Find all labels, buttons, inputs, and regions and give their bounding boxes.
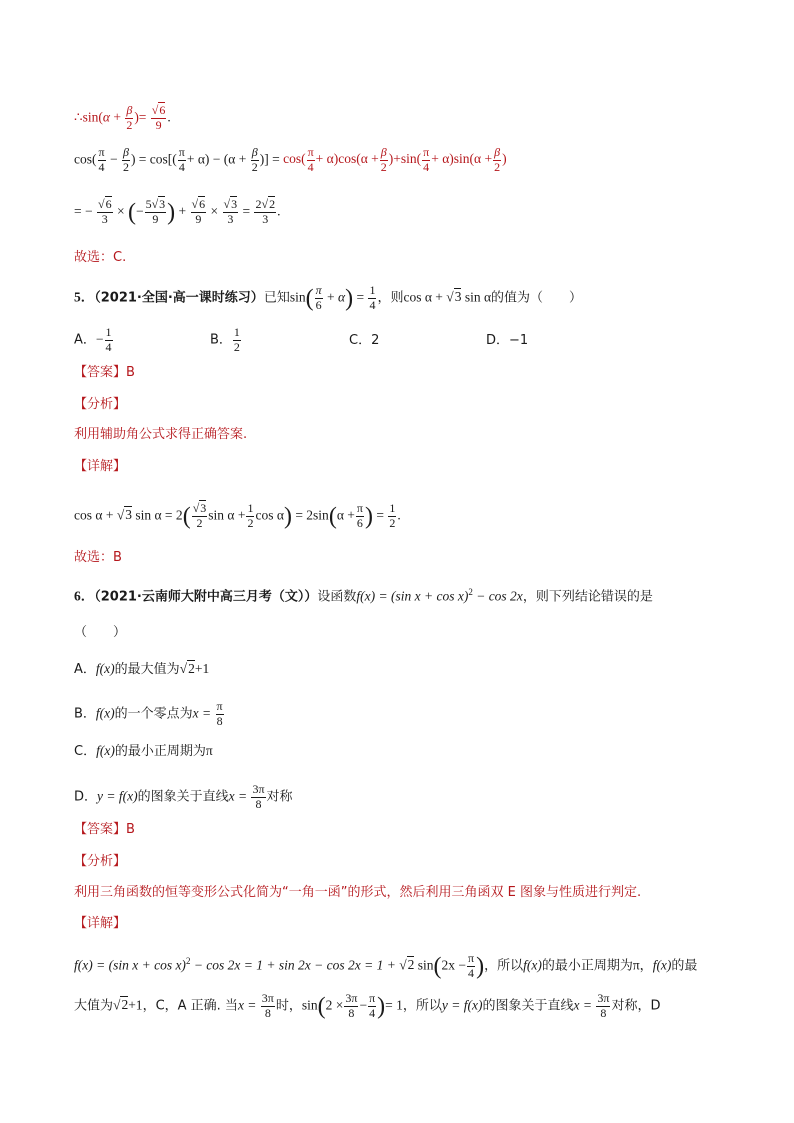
- option-6c: C．f(x)的最小正周期为π: [74, 743, 213, 759]
- detail-tag-6: 【详解】: [74, 916, 127, 931]
- step-cos-expansion: cos( $\frac{\pi}{4}$ − $\frac{\beta}{2}$ ) = cos[( $\frac{\pi}{4}$ + α) − (α + $\frac{\beta}{2}$ )] = cos( $\frac{\pi}{4}$ + α)cos(α + $\frac{\beta}{2}$ )+sin( $\frac{\pi}{4}$ + α)sin(α + $\frac{\beta}{2}$ ): [74, 145, 507, 174]
- option-5c: C．2: [349, 333, 380, 348]
- option-5b: B． $\frac{1}{2}$: [210, 325, 240, 354]
- analysis-text-6: 利用三角函数的恒等变形公式化简为“一角一函”的形式，然后利用三角函双 E 图象与性质进行判定.: [74, 885, 642, 900]
- question-6-paren: （ ）: [74, 625, 127, 640]
- detail-5-formula: cos α + √3 sin α = 2( $\frac{√3}{2}$ sin α + $\frac{1}{2}$ cos α) = 2sin(α + $\frac{\pi}{6}$ ) = $\frac{1}{2}$ .: [74, 501, 401, 530]
- detail-6-line2: 大值为√2+1，C，A 正确. 当x = $\frac{3\pi}{8}$ 时，sin(2 × $\frac{3\pi}{8}$ − $\frac{\pi}{4}$ )= 1，所以y = f(x)的图象关于直线x = $\frac{3\pi}{8}$ 对称，D: [74, 991, 661, 1020]
- option-6a: A．f(x)的最大值为√2+1: [74, 661, 210, 677]
- detail-6-line1: f(x) = (sin x + cos x)$^2$ − cos 2x = 1 + sin 2x − cos 2x = 1 + √2 sin(2x − $\frac{\pi}{4}$ )，所以f(x)的最小正周期为π，f(x)的最: [74, 951, 698, 980]
- detail-tag-5: 【详解】: [74, 459, 127, 474]
- choice-c: 故选：C.: [74, 250, 127, 265]
- step-cos-value: = − $\frac{√6}{3}$ × (− $\frac{5√3}{9}$ ) + $\frac{√6}{9}$ × $\frac{√3}{3}$ = $\frac{2√2}{3}$ .: [74, 197, 281, 226]
- option-5d: D．−1: [486, 333, 529, 348]
- option-6d: D．y = f(x)的图象关于直线x = $\frac{3\pi}{8}$ 对称: [74, 782, 293, 811]
- answer-tag-6: 【答案】B: [74, 822, 135, 837]
- analysis-tag-6: 【分析】: [74, 854, 127, 869]
- choice-b: 故选：B: [74, 550, 122, 565]
- option-5a: A．− $\frac{1}{4}$: [74, 325, 112, 354]
- question-5-stem: 5．（2021·全国·高一课时练习）已知sin( $\frac{\pi}{6}$ + α) = $\frac{1}{4}$ ，则cos α + √3 sin α的值为（ ）: [74, 283, 583, 312]
- option-6b: B．f(x)的一个零点为x = $\frac{\pi}{8}$: [74, 699, 223, 728]
- answer-tag-5: 【答案】B: [74, 365, 135, 380]
- step-sin-result: ∴sin(α + $\frac{\beta}{2}$ )= $\frac{√6}{9}$ .: [74, 103, 171, 132]
- analysis-tag-5: 【分析】: [74, 397, 127, 412]
- question-6-stem: 6．（2021·云南师大附中高三月考（文））设函数f(x) = (sin x + cos x)$^2$ − cos 2x，则下列结论错误的是: [74, 587, 653, 605]
- analysis-text-5: 利用辅助角公式求得正确答案.: [74, 427, 248, 442]
